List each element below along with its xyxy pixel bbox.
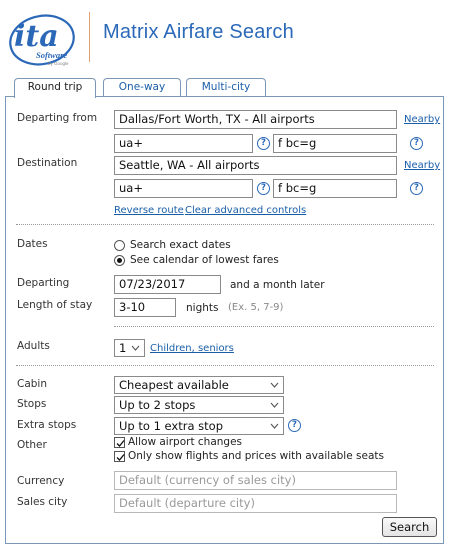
search-button[interactable]: Search <box>382 517 437 537</box>
svg-text:ita: ita <box>14 19 59 54</box>
currency-input[interactable]: Default (currency of sales city) <box>114 471 397 490</box>
allow-airport-changes-label: Allow airport changes <box>128 436 243 448</box>
cabin-select[interactable] <box>114 376 284 394</box>
allow-airport-changes-checkbox[interactable] <box>114 437 125 448</box>
svg-text:Software: Software <box>36 50 68 60</box>
chevron-down-icon <box>270 378 279 392</box>
other-label: Other <box>17 439 47 451</box>
search-exact-dates-label: Search exact dates <box>130 239 231 251</box>
available-seats-checkbox[interactable] <box>114 451 125 462</box>
calendar-lowest-fares-radio[interactable] <box>114 255 125 266</box>
ita-software-logo <box>6 6 84 68</box>
tab-multi-city[interactable]: Multi-city <box>186 78 266 97</box>
adults-label: Adults <box>17 340 50 352</box>
departing-nearby-link[interactable]: Nearby <box>404 114 441 125</box>
stops-select-value: Up to 2 stops <box>119 398 196 412</box>
header <box>0 0 452 80</box>
departing-from-input[interactable]: Dallas/Fort Worth, TX - All airports <box>114 110 397 129</box>
reverse-route-link[interactable]: Reverse route <box>114 205 184 216</box>
cabin-select-value: Cheapest available <box>119 378 229 392</box>
length-of-stay-input[interactable]: 3-10 <box>114 298 176 317</box>
adults-select-value: 1 <box>119 341 127 355</box>
header-divider <box>89 12 90 62</box>
routing-help-icon[interactable]: ? <box>257 182 270 195</box>
destination-nearby-link[interactable]: Nearby <box>404 160 441 171</box>
sales-city-label: Sales city <box>17 496 68 508</box>
destination-label: Destination <box>17 157 78 169</box>
destination-routing-input[interactable]: ua+ <box>114 179 253 198</box>
cabin-label: Cabin <box>17 378 48 390</box>
extension-help-icon[interactable]: ? <box>410 137 423 150</box>
section-divider <box>16 365 434 366</box>
destination-input[interactable]: Seattle, WA - All airports <box>114 156 397 175</box>
available-seats-label: Only show flights and prices with available seats <box>128 450 384 462</box>
search-form-panel <box>5 96 444 544</box>
departing-routing-input[interactable]: ua+ <box>114 134 253 153</box>
section-divider <box>16 224 434 225</box>
extra-stops-select[interactable] <box>114 417 284 435</box>
calendar-lowest-fares-label: See calendar of lowest fares <box>130 254 279 266</box>
departing-from-label: Departing from <box>17 112 98 124</box>
children-seniors-link[interactable]: Children, seniors <box>150 343 234 354</box>
departing-date-input[interactable]: 07/23/2017 <box>114 275 221 294</box>
sales-city-input[interactable]: Default (departure city) <box>114 494 397 513</box>
currency-label: Currency <box>17 475 65 487</box>
tab-round-trip[interactable]: Round trip <box>14 78 96 98</box>
extra-stops-select-value: Up to 1 extra stop <box>119 419 223 433</box>
departing-extension-input[interactable]: f bc=g <box>273 134 397 153</box>
nights-unit-label: nights <box>186 302 219 314</box>
chevron-down-icon <box>270 419 279 433</box>
length-of-stay-label: Length of stay <box>17 299 93 311</box>
stops-select[interactable] <box>114 396 284 414</box>
departing-date-suffix: and a month later <box>230 279 325 291</box>
svg-text:by Google: by Google <box>48 61 69 66</box>
extra-stops-label: Extra stops <box>17 419 77 431</box>
tab-one-way[interactable]: One-way <box>103 78 181 97</box>
checkmark-icon <box>115 452 126 463</box>
extra-stops-help-icon[interactable]: ? <box>288 419 301 432</box>
clear-advanced-controls-link[interactable]: Clear advanced controls <box>185 205 307 216</box>
dates-label: Dates <box>17 238 48 250</box>
page-title: Matrix Airfare Search <box>103 21 294 43</box>
departing-date-label: Departing <box>17 277 70 289</box>
chevron-down-icon <box>270 398 279 412</box>
section-divider <box>114 326 434 327</box>
length-of-stay-hint: (Ex. 5, 7-9) <box>228 302 284 313</box>
search-exact-dates-radio[interactable] <box>114 240 125 251</box>
extension-help-icon[interactable]: ? <box>410 182 423 195</box>
chevron-down-icon <box>131 341 140 355</box>
adults-select[interactable] <box>114 339 145 357</box>
stops-label: Stops <box>17 398 47 410</box>
checkmark-icon <box>115 438 126 449</box>
routing-help-icon[interactable]: ? <box>257 137 270 150</box>
destination-extension-input[interactable]: f bc=g <box>273 179 397 198</box>
